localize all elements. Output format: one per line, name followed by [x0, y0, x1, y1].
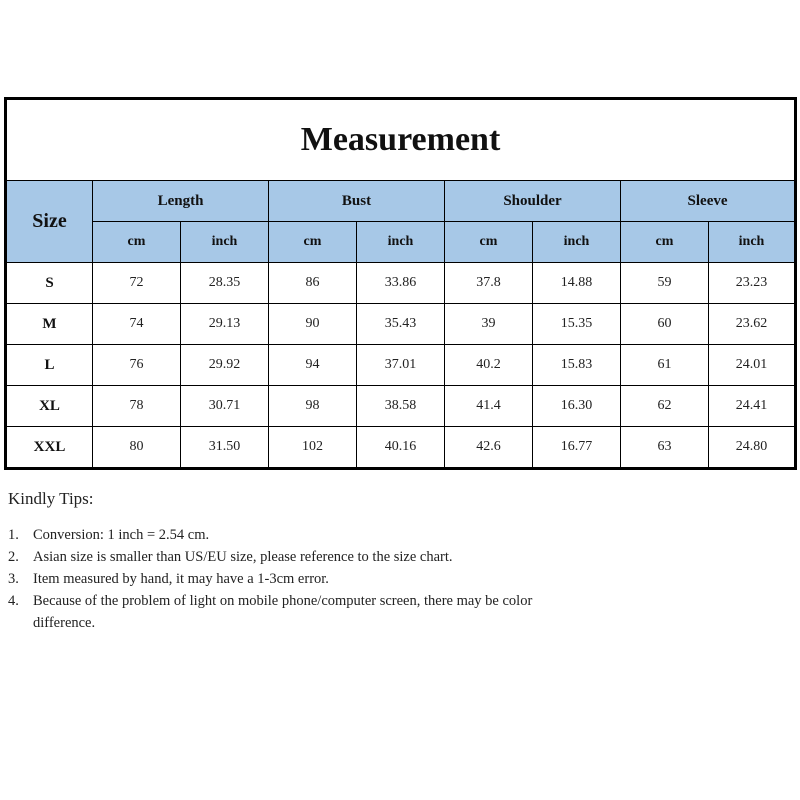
tip-text: Conversion: 1 inch = 2.54 cm. — [33, 527, 210, 543]
shoulder-cm-cell: 40.2 — [445, 345, 533, 386]
length-inch-cell: 29.92 — [181, 345, 269, 386]
kindly-tips-section — [8, 488, 788, 634]
bust-inch-cell: 38.58 — [357, 386, 445, 427]
tip-item — [8, 524, 593, 546]
unit-cm-header: cm — [269, 222, 357, 263]
sleeve-inch-cell: 24.80 — [709, 427, 796, 469]
tip-number: 1. — [8, 527, 19, 543]
bust-cm-cell: 94 — [269, 345, 357, 386]
tip-text: Asian size is smaller than US/EU size, please reference to the size chart. — [33, 549, 453, 565]
shoulder-inch-cell: 16.77 — [533, 427, 621, 469]
length-inch-cell: 31.50 — [181, 427, 269, 469]
shoulder-header: Shoulder — [445, 181, 621, 222]
tip-number: 2. — [8, 549, 19, 565]
tip-text: Item measured by hand, it may have a 1-3cm error. — [33, 571, 329, 587]
size-column-header: Size — [6, 181, 93, 263]
sleeve-inch-cell: 23.23 — [709, 263, 796, 304]
shoulder-inch-cell: 15.83 — [533, 345, 621, 386]
size-label: XXL — [6, 427, 93, 469]
length-inch-cell: 30.71 — [181, 386, 269, 427]
table-row — [6, 427, 796, 469]
unit-cm-header: cm — [93, 222, 181, 263]
length-cm-cell: 78 — [93, 386, 181, 427]
tip-item — [8, 546, 593, 568]
sleeve-cm-cell: 59 — [621, 263, 709, 304]
bust-cm-cell: 86 — [269, 263, 357, 304]
shoulder-cm-cell: 37.8 — [445, 263, 533, 304]
unit-header-row — [6, 222, 796, 263]
shoulder-inch-cell: 15.35 — [533, 304, 621, 345]
length-inch-cell: 28.35 — [181, 263, 269, 304]
length-header: Length — [93, 181, 269, 222]
size-chart-table — [4, 97, 797, 470]
length-inch-cell: 29.13 — [181, 304, 269, 345]
bust-cm-cell: 98 — [269, 386, 357, 427]
unit-inch-header: inch — [181, 222, 269, 263]
table-row — [6, 304, 796, 345]
tip-number: 3. — [8, 571, 19, 587]
sleeve-cm-cell: 62 — [621, 386, 709, 427]
shoulder-cm-cell: 42.6 — [445, 427, 533, 469]
unit-inch-header: inch — [709, 222, 796, 263]
bust-cm-cell: 90 — [269, 304, 357, 345]
shoulder-cm-cell: 39 — [445, 304, 533, 345]
unit-inch-header: inch — [533, 222, 621, 263]
chart-title: Measurement — [6, 99, 796, 181]
tip-item — [8, 568, 593, 590]
bust-inch-cell: 37.01 — [357, 345, 445, 386]
size-label: XL — [6, 386, 93, 427]
bust-header: Bust — [269, 181, 445, 222]
unit-inch-header: inch — [357, 222, 445, 263]
sleeve-inch-cell: 23.62 — [709, 304, 796, 345]
tip-item — [8, 590, 593, 634]
tip-text: Because of the problem of light on mobile phone/computer screen, there may be color difference. — [33, 593, 533, 631]
bust-inch-cell: 40.16 — [357, 427, 445, 469]
length-cm-cell: 80 — [93, 427, 181, 469]
bust-inch-cell: 33.86 — [357, 263, 445, 304]
group-header-row — [6, 181, 796, 222]
bust-cm-cell: 102 — [269, 427, 357, 469]
shoulder-inch-cell: 14.88 — [533, 263, 621, 304]
table-row — [6, 263, 796, 304]
size-label: L — [6, 345, 93, 386]
sleeve-inch-cell: 24.41 — [709, 386, 796, 427]
length-cm-cell: 74 — [93, 304, 181, 345]
tips-title: Kindly Tips: — [8, 489, 94, 508]
shoulder-cm-cell: 41.4 — [445, 386, 533, 427]
length-cm-cell: 72 — [93, 263, 181, 304]
size-label: S — [6, 263, 93, 304]
sleeve-inch-cell: 24.01 — [709, 345, 796, 386]
unit-cm-header: cm — [445, 222, 533, 263]
tip-number: 4. — [8, 593, 19, 609]
sleeve-cm-cell: 61 — [621, 345, 709, 386]
table-row — [6, 386, 796, 427]
table-row — [6, 345, 796, 386]
size-label: M — [6, 304, 93, 345]
title-row — [6, 99, 796, 181]
shoulder-inch-cell: 16.30 — [533, 386, 621, 427]
unit-cm-header: cm — [621, 222, 709, 263]
sleeve-header: Sleeve — [621, 181, 796, 222]
sleeve-cm-cell: 63 — [621, 427, 709, 469]
sleeve-cm-cell: 60 — [621, 304, 709, 345]
tips-list — [8, 524, 788, 634]
length-cm-cell: 76 — [93, 345, 181, 386]
bust-inch-cell: 35.43 — [357, 304, 445, 345]
